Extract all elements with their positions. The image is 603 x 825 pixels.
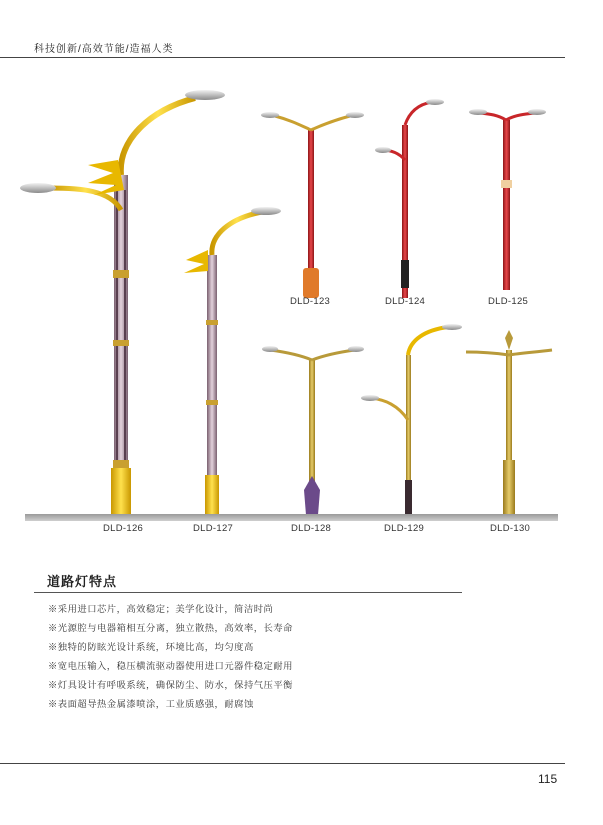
model-label-dld-129: DLD-129 [384, 523, 425, 534]
feature-item: ※表面超导热金属漆喷涂，工业质感强，耐腐蚀 [48, 699, 254, 709]
section-divider [34, 592, 462, 593]
feature-item: ※光源腔与电器箱相互分离，独立散热，高效率，长寿命 [48, 623, 293, 633]
lamp-dld-129 [361, 324, 462, 515]
model-label-dld-127: DLD-127 [193, 523, 234, 534]
model-label-dld-124: DLD-124 [385, 296, 426, 307]
ground-bar [25, 514, 558, 521]
page-number: 115 [538, 772, 558, 786]
lamp-dld-130 [466, 330, 552, 515]
lamp-dld-127 [184, 207, 281, 515]
lamp-dld-124 [375, 99, 444, 298]
model-label-dld-123: DLD-123 [290, 296, 331, 307]
feature-item: ※宽电压输入，稳压横流驱动器使用进口元器件稳定耐用 [48, 661, 293, 671]
feature-list [48, 600, 293, 714]
feature-item: ※采用进口芯片，高效稳定；美学化设计，简洁时尚 [48, 604, 274, 614]
model-label-dld-125: DLD-125 [488, 296, 529, 307]
lamp-dld-126 [20, 90, 225, 515]
feature-item: ※独特的防眩光设计系统，环境比高，均匀度高 [48, 642, 254, 652]
header-divider [0, 57, 565, 58]
header-slogan: 科技创新/高效节能/造福人类 [34, 44, 174, 55]
product-illustrations [0, 80, 603, 540]
model-label-dld-128: DLD-128 [291, 523, 332, 534]
lamp-dld-128 [262, 346, 364, 515]
lamp-dld-125 [469, 109, 546, 290]
feature-item: ※灯具设计有呼吸系统，确保防尘、防水，保持气压平衡 [48, 680, 293, 690]
model-label-dld-130: DLD-130 [490, 523, 531, 534]
lamp-dld-123 [261, 112, 364, 298]
model-label-dld-126: DLD-126 [103, 523, 144, 534]
footer-divider [0, 763, 565, 764]
section-title: 道路灯特点 [47, 574, 118, 589]
